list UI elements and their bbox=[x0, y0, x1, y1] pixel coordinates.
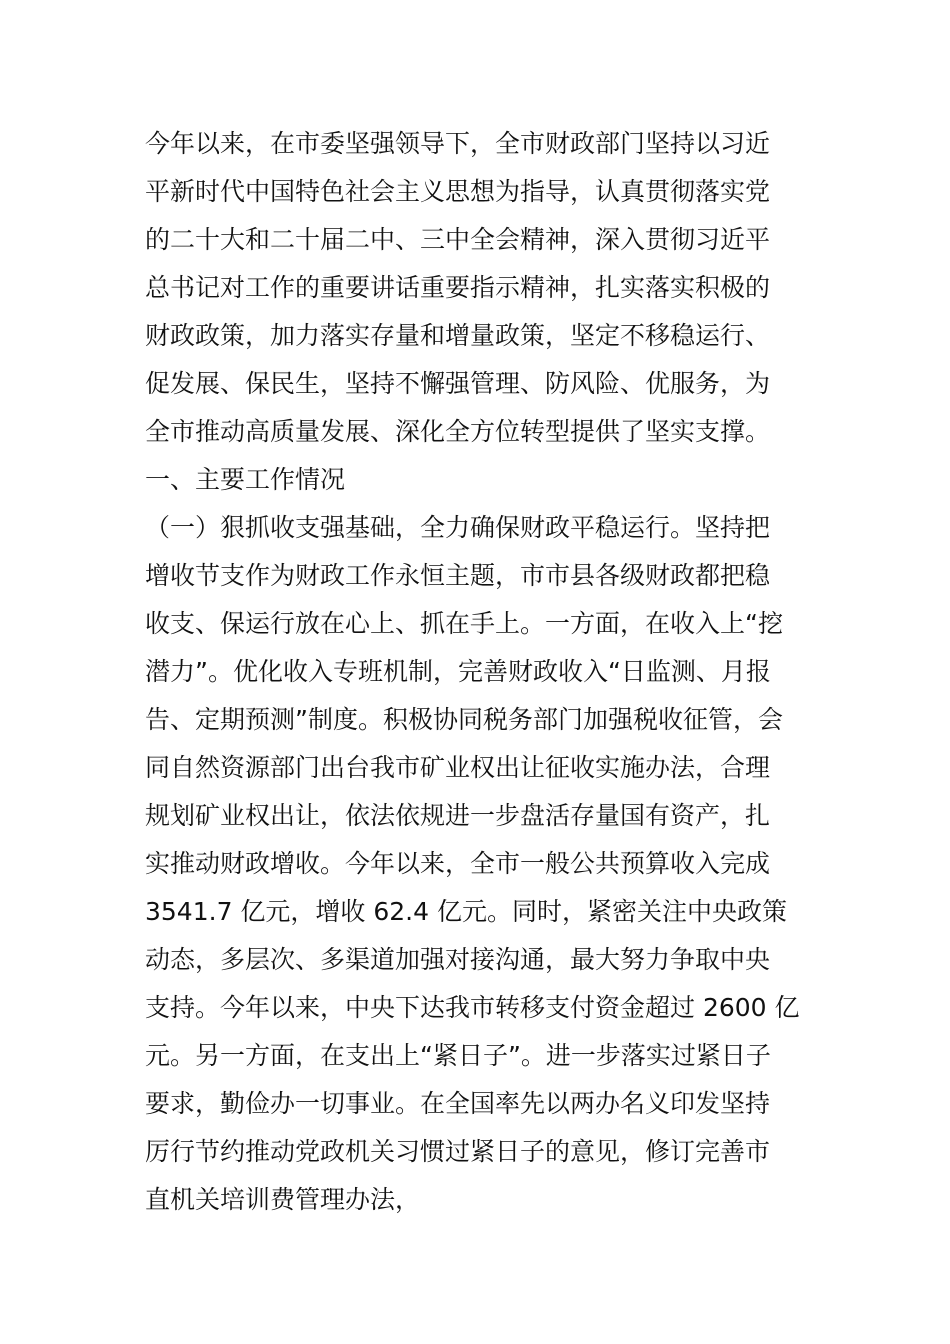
intro-line: 总书记对工作的重要讲话重要指示精神，扎实落实积极的 bbox=[145, 273, 771, 302]
section-one-line: 收支、保运行放在心上、抓在手上。一方面，在收入上“挖 bbox=[145, 609, 783, 638]
section-one-line: 同自然资源部门出台我市矿业权出让征收实施办法，合理 bbox=[145, 753, 771, 782]
section-one-line: （一）狠抓收支强基础，全力确保财政平稳运行。坚持把 bbox=[145, 513, 771, 542]
section-one-line: 告、定期预测”制度。积极协同税务部门加强税收征管，会 bbox=[145, 705, 783, 734]
intro-line: 促发展、保民生，坚持不懈强管理、防风险、优服务，为 bbox=[145, 369, 771, 398]
section-one-line: 动态，多层次、多渠道加强对接沟通，最大努力争取中央 bbox=[145, 945, 771, 974]
intro-line: 的二十大和二十届二中、三中全会精神，深入贯彻习近平 bbox=[145, 225, 771, 254]
document-body bbox=[145, 120, 810, 1224]
section-one-line: 直机关培训费管理办法， bbox=[145, 1185, 421, 1214]
section-one-line: 增收节支作为财政工作永恒主题，市市县各级财政都把稳 bbox=[145, 561, 771, 590]
section-one-line: 3541.7 亿元，增收 62.4 亿元。同时，紧密关注中央政策 bbox=[145, 897, 787, 926]
section-heading: 一、主要工作情况 bbox=[145, 465, 346, 494]
intro-line: 今年以来，在市委坚强领导下，全市财政部门坚持以习近 bbox=[145, 129, 771, 158]
section-one-line: 厉行节约推动党政机关习惯过紧日子的意见，修订完善市 bbox=[145, 1137, 771, 1166]
section-one-line: 规划矿业权出让，依法依规进一步盘活存量国有资产，扎 bbox=[145, 801, 771, 830]
section-one-line: 要求，勤俭办一切事业。在全国率先以两办名义印发坚持 bbox=[145, 1089, 771, 1118]
intro-line: 全市推动高质量发展、深化全方位转型提供了坚实支撑。 bbox=[145, 417, 771, 446]
section-one-line: 实推动财政增收。今年以来，全市一般公共预算收入完成 bbox=[145, 849, 771, 878]
intro-line: 平新时代中国特色社会主义思想为指导，认真贯彻落实党 bbox=[145, 177, 771, 206]
section-one-line: 支持。今年以来，中央下达我市转移支付资金超过 2600 亿 bbox=[145, 993, 800, 1022]
intro-line: 财政政策，加力落实存量和增量政策，坚定不移稳运行、 bbox=[145, 321, 771, 350]
section-one-line: 潜力”。优化收入专班机制，完善财政收入“日监测、月报 bbox=[145, 657, 771, 686]
section-one-line: 元。另一方面，在支出上“紧日子”。进一步落实过紧日子 bbox=[145, 1041, 771, 1070]
